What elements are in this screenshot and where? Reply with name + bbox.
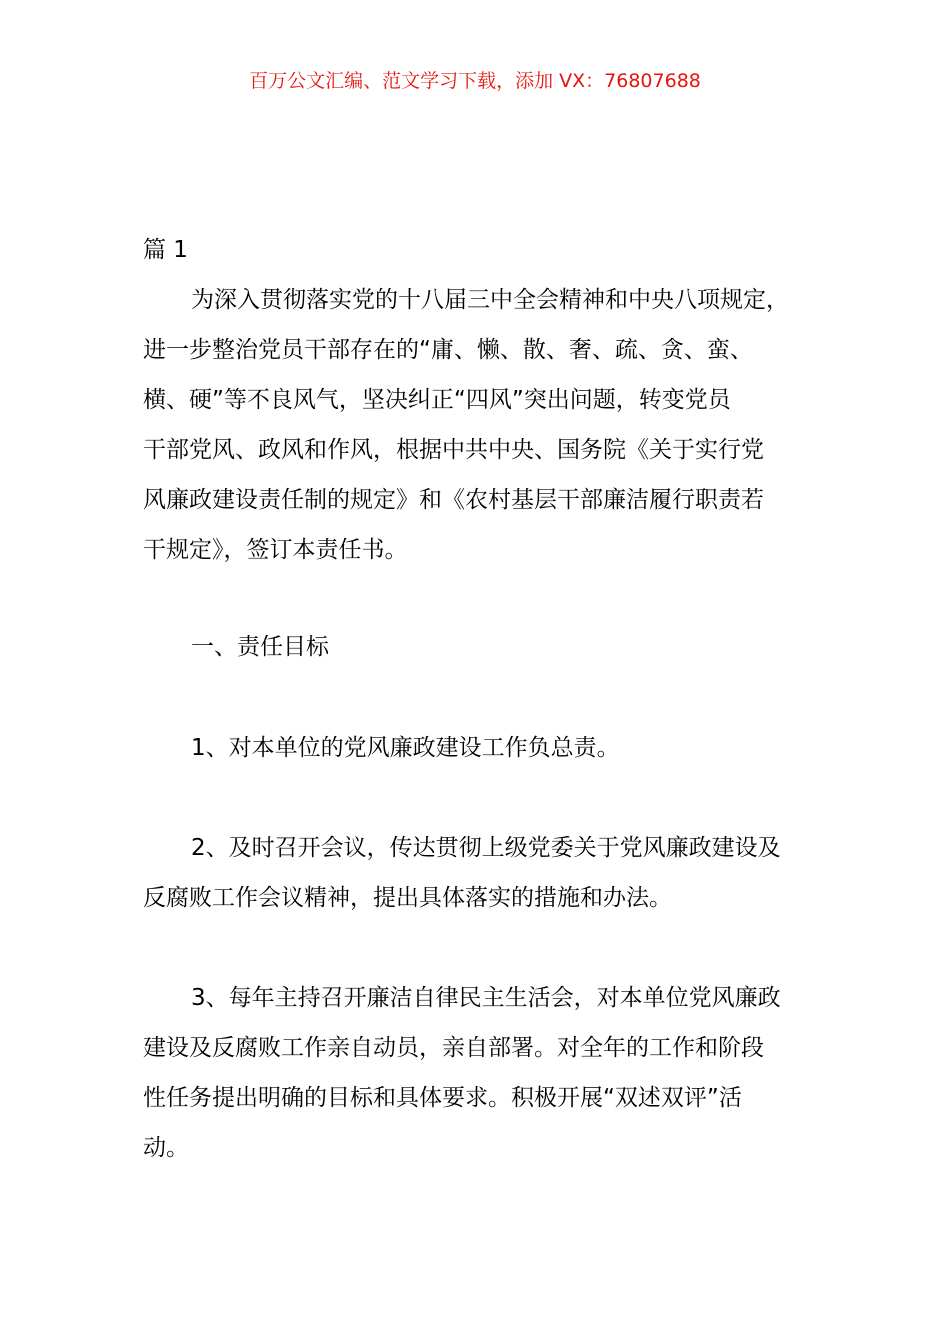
- item-line: 反腐败工作会议精神，提出具体落实的措施和办法。: [143, 885, 672, 911]
- section-heading: [143, 622, 833, 672]
- item-1: [143, 723, 833, 773]
- item-line: 建设及反腐败工作亲自动员，亲自部署。对全年的工作和阶段: [143, 1035, 764, 1061]
- intro-line: 干部党风、政风和作风，根据中共中央、国务院《关于实行党: [143, 437, 764, 463]
- item-line: 2、及时召开会议，传达贯彻上级党委关于党风廉政建设及: [191, 835, 781, 861]
- watermark-header: 百万公文汇编、范文学习下载，添加 VX：76807688: [249, 70, 701, 92]
- intro-paragraph: [143, 275, 833, 575]
- section-label: 篇 1: [143, 237, 188, 263]
- section-heading-text: 一、责任目标: [191, 634, 329, 660]
- intro-line: 干规定》，签订本责任书。: [143, 537, 408, 563]
- item-line: 动。: [143, 1135, 189, 1161]
- item-2: [143, 823, 833, 923]
- intro-line: 为深入贯彻落实党的十八届三中全会精神和中央八项规定，: [191, 287, 789, 313]
- item-line: 3、每年主持召开廉洁自律民主生活会，对本单位党风廉政: [191, 985, 781, 1011]
- item-line: 性任务提出明确的目标和具体要求。积极开展“双述双评”活: [143, 1085, 742, 1111]
- intro-line: 进一步整治党员干部存在的“庸、懒、散、奢、疏、贪、蛮、: [143, 337, 753, 363]
- item-line: 1、对本单位的党风廉政建设工作负总责。: [191, 735, 620, 761]
- intro-line: 风廉政建设责任制的规定》和《农村基层干部廉洁履行职责若: [143, 487, 764, 513]
- item-3: [143, 973, 833, 1173]
- intro-line: 横、硬”等不良风气，坚决纠正“四风”突出问题，转变党员: [143, 387, 731, 413]
